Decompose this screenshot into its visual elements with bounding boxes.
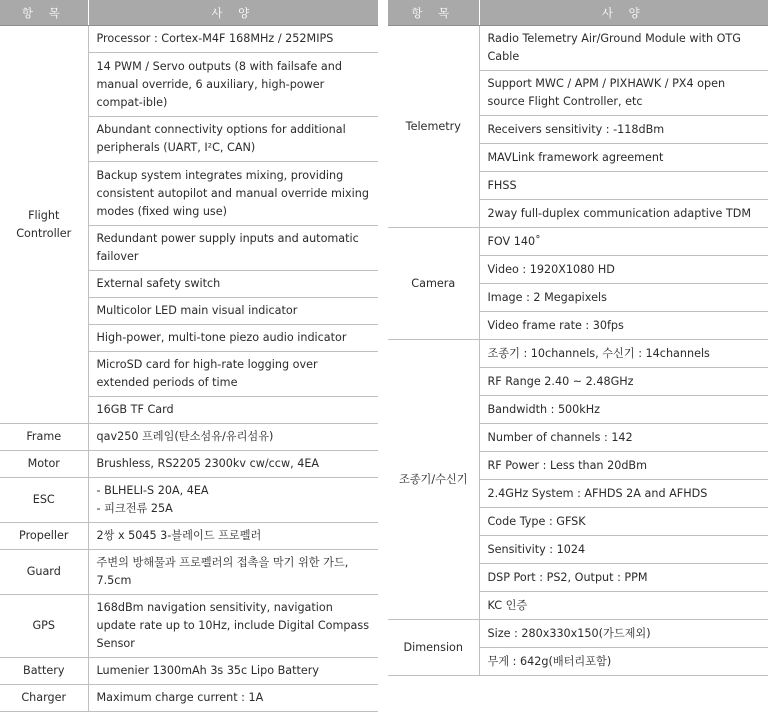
spec-row: Video : 1920X1080 HD	[479, 256, 768, 284]
spec-row: 조종기 : 10channels, 수신기 : 14channels	[479, 340, 768, 368]
spec-row: Brushless, RS2205 2300kv cw/ccw, 4EA	[88, 451, 378, 478]
category-flight-controller: Flight Controller	[0, 26, 88, 424]
spec-row: Number of channels : 142	[479, 424, 768, 452]
spec-row: 2쌍 x 5045 3-블레이드 프로펠러	[88, 523, 378, 550]
spec-column-header: 사 양	[88, 0, 378, 26]
spec-row: RF Power : Less than 20dBm	[479, 452, 768, 480]
spec-row: Support MWC / APM / PIXHAWK / PX4 open source Flight Controller, etc	[479, 71, 768, 116]
category-radio: 조종기/수신기	[388, 340, 479, 620]
right-spec-table	[388, 0, 768, 676]
category-esc: ESC	[0, 478, 88, 523]
spec-row: Receivers sensitivity : -118dBm	[479, 116, 768, 144]
spec-row: Lumenier 1300mAh 3s 35c Lipo Battery	[88, 658, 378, 685]
spec-row: KC 인증	[479, 592, 768, 620]
spec-row: FHSS	[479, 172, 768, 200]
item-column-header: 항 목	[0, 0, 88, 26]
spec-row: Processor : Cortex-M4F 168MHz / 252MIPS	[88, 26, 378, 53]
spec-row: 무게 : 642g(배터리포함)	[479, 648, 768, 676]
spec-row: Size : 280x330x150(가드제외)	[479, 620, 768, 648]
spec-row: Sensitivity : 1024	[479, 536, 768, 564]
spec-row: 168dBm navigation sensitivity, navigation update rate up to 10Hz, include Digital Compass Sensor	[88, 595, 378, 658]
spec-row: Video frame rate : 30fps	[479, 312, 768, 340]
spec-row: Bandwidth : 500kHz	[479, 396, 768, 424]
spec-row: MicroSD card for high-rate logging over extended periods of time	[88, 352, 378, 397]
spec-row: Backup system integrates mixing, providing consistent autopilot and manual override mixing modes (fixed wing use)	[88, 162, 378, 226]
left-spec-table	[0, 0, 378, 712]
spec-row: Abundant connectivity options for additional peripherals (UART, I²C, CAN)	[88, 117, 378, 162]
category-telemetry: Telemetry	[388, 26, 479, 228]
spec-row: RF Range 2.40 ~ 2.48GHz	[479, 368, 768, 396]
spec-row: MAVLink framework agreement	[479, 144, 768, 172]
spec-row: High-power, multi-tone piezo audio indicator	[88, 325, 378, 352]
category-propeller: Propeller	[0, 523, 88, 550]
spec-row: qav250 프레임(탄소섬유/유리섬유)	[88, 424, 378, 451]
spec-row: External safety switch	[88, 271, 378, 298]
spec-row: Redundant power supply inputs and automatic failover	[88, 226, 378, 271]
spec-row: 2way full-duplex communication adaptive TDM	[479, 200, 768, 228]
spec-row: Image : 2 Megapixels	[479, 284, 768, 312]
spec-row: 2.4GHz System : AFHDS 2A and AFHDS	[479, 480, 768, 508]
spec-row: Radio Telemetry Air/Ground Module with OTG Cable	[479, 26, 768, 71]
spec-column-header: 사 양	[479, 0, 768, 26]
category-dimension: Dimension	[388, 620, 479, 676]
category-motor: Motor	[0, 451, 88, 478]
spec-row: Code Type : GFSK	[479, 508, 768, 536]
spec-row: Maximum charge current : 1A	[88, 685, 378, 712]
category-frame: Frame	[0, 424, 88, 451]
category-battery: Battery	[0, 658, 88, 685]
category-camera: Camera	[388, 228, 479, 340]
spec-row: 주변의 방해물과 프로펠러의 접촉을 막기 위한 가드, 7.5cm	[88, 550, 378, 595]
category-charger: Charger	[0, 685, 88, 712]
spec-row: 16GB TF Card	[88, 397, 378, 424]
spec-row: FOV 140˚	[479, 228, 768, 256]
spec-row: Multicolor LED main visual indicator	[88, 298, 378, 325]
item-column-header: 항 목	[388, 0, 479, 26]
spec-row: 14 PWM / Servo outputs (8 with failsafe and manual override, 6 auxiliary, high-power compat-ible)	[88, 53, 378, 117]
category-guard: Guard	[0, 550, 88, 595]
spec-row: DSP Port : PS2, Output : PPM	[479, 564, 768, 592]
spec-row: - BLHELI-S 20A, 4EA - 피크전류 25A	[88, 478, 378, 523]
category-gps: GPS	[0, 595, 88, 658]
